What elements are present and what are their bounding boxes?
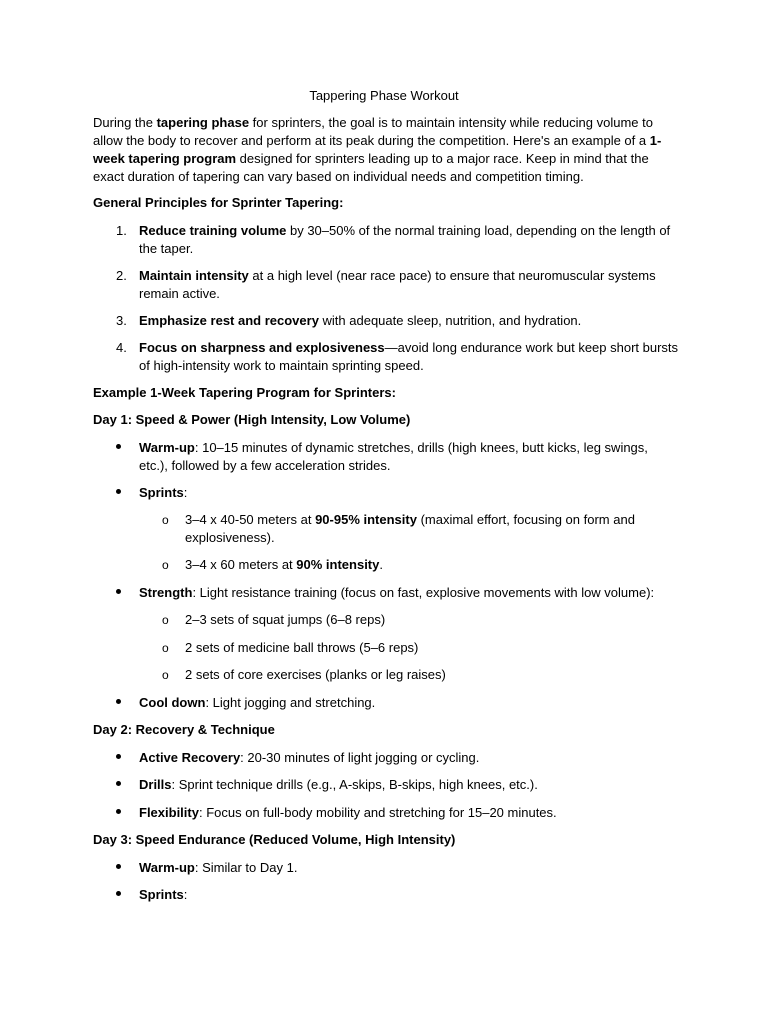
item-bold: 90% intensity (296, 557, 380, 572)
principle-bold: Reduce training volume (139, 223, 287, 238)
principle-text: by 30–50% of the normal training load, depending on the length of the taper. (139, 223, 671, 256)
day2-item (139, 804, 679, 822)
principle-text: at a high level (near race pace) to ensure that neuromuscular systems remain active. (139, 268, 656, 301)
item-text: : Focus on full-body mobility and stretching for 15–20 minutes. (198, 805, 557, 820)
item-text: 3–4 x 60 meters at (185, 557, 297, 572)
list-number: 4. (116, 340, 127, 355)
bullet-icon (116, 781, 124, 789)
day3-item (139, 886, 679, 904)
bullet-icon (116, 444, 124, 452)
sub-bullet-marker: o (162, 558, 169, 572)
list-number: 1. (116, 223, 127, 238)
item-text: . (379, 557, 383, 572)
intro-bold-2: 1-week tapering program (93, 133, 662, 166)
principle-text: —avoid long endurance work but keep short bursts of high-intensity work to maintain sprinting speed. (139, 340, 679, 373)
list-number: 3. (116, 313, 127, 328)
principle-text: with adequate sleep, nutrition, and hydration. (318, 313, 582, 328)
strength-sub-item: 2 sets of medicine ball throws (5–6 reps) (185, 640, 419, 655)
day2-item (139, 749, 679, 767)
intro-text-1: During the (93, 115, 157, 130)
item-text: 3–4 x 40-50 meters at (185, 512, 316, 527)
day2-item (139, 776, 679, 794)
day1-cooldown (139, 694, 679, 712)
item-bold: Cool down (139, 695, 206, 710)
item-bold: Warm-up (139, 440, 195, 455)
strength-sub-item: 2 sets of core exercises (planks or leg raises) (185, 667, 446, 682)
intro-bold-1: tapering phase (156, 115, 250, 130)
intro-text-2: for sprinters, the goal is to maintain intensity while reducing volume to allow the body to recover and perform at its peak during the competition. Here's an example of a (93, 115, 653, 148)
strength-sub-item: 2–3 sets of squat jumps (6–8 reps) (185, 612, 386, 627)
sub-bullet-marker: o (162, 641, 169, 655)
day1-sprints (139, 484, 679, 502)
intro-text-3: designed for sprinters leading up to a major race. Keep in mind that the exact duration of tapering can vary based on individual needs and competition timing. (93, 151, 649, 184)
sub-bullet-marker: o (162, 513, 169, 527)
principle-bold: Emphasize rest and recovery (139, 313, 319, 328)
item-bold: Active Recovery (139, 750, 241, 765)
item-text: : 10–15 minutes of dynamic stretches, drills (high knees, butt kicks, leg swings, etc.), followed by a few acceleration strides. (139, 440, 648, 473)
principle-bold: Focus on sharpness and explosiveness (139, 340, 385, 355)
principle-item (139, 267, 679, 303)
principle-item (139, 339, 679, 375)
bullet-icon (116, 864, 124, 872)
principle-bold: Maintain intensity (139, 268, 249, 283)
principle-item (139, 312, 679, 330)
bullet-icon (116, 589, 124, 597)
bullet-icon (116, 809, 124, 817)
day1-warmup (139, 439, 679, 475)
bullet-icon (116, 489, 124, 497)
sub-bullet-marker: o (162, 668, 169, 682)
sprint-sub-item (185, 511, 655, 547)
item-bold: Sprints (139, 485, 184, 500)
day2-heading: Day 2: Recovery & Technique (93, 722, 275, 737)
example-heading: Example 1-Week Tapering Program for Sprinters: (93, 385, 396, 400)
bullet-icon (116, 891, 124, 899)
item-bold: Drills (139, 777, 172, 792)
intro-paragraph (93, 114, 673, 186)
day3-heading: Day 3: Speed Endurance (Reduced Volume, High Intensity) (93, 832, 456, 847)
principles-heading: General Principles for Sprinter Tapering: (93, 195, 344, 210)
day1-heading: Day 1: Speed & Power (High Intensity, Low Volume) (93, 412, 411, 427)
item-text: : Similar to Day 1. (194, 860, 298, 875)
sprint-sub-item (185, 556, 655, 574)
document-title: Tappering Phase Workout (309, 88, 459, 103)
item-text: : 20-30 minutes of light jogging or cycling. (240, 750, 480, 765)
day1-strength (139, 584, 699, 602)
item-bold: Warm-up (139, 860, 195, 875)
item-text: : (183, 485, 188, 500)
day3-item (139, 859, 679, 877)
bullet-icon (116, 699, 124, 707)
list-number: 2. (116, 268, 127, 283)
bullet-icon (116, 754, 124, 762)
item-bold: 90-95% intensity (315, 512, 417, 527)
item-text: : (183, 887, 188, 902)
sub-bullet-marker: o (162, 613, 169, 627)
item-text: : Light resistance training (focus on fast, explosive movements with low volume): (192, 585, 655, 600)
item-bold: Sprints (139, 887, 184, 902)
item-text: (maximal effort, focusing on form and explosiveness). (185, 512, 635, 545)
item-text: : Sprint technique drills (e.g., A-skips, B-skips, high knees, etc.). (171, 777, 538, 792)
item-bold: Strength (139, 585, 193, 600)
principle-item (139, 222, 679, 258)
item-bold: Flexibility (139, 805, 199, 820)
item-text: : Light jogging and stretching. (205, 695, 376, 710)
